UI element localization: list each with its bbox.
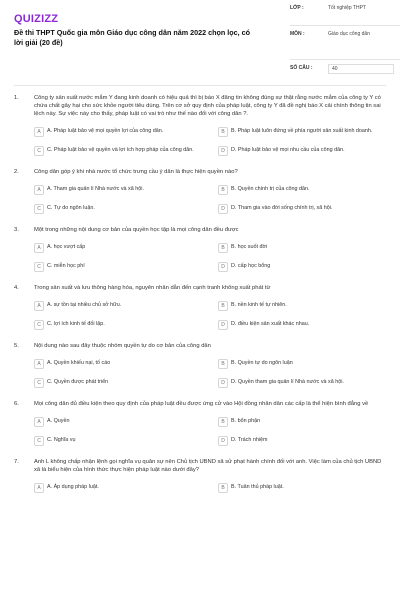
option-text: A. sự tồn tại nhiều chủ sở hữu. [47,302,122,308]
option-text: B. bổn phận [231,418,261,424]
option-letter-badge: D [218,262,228,272]
question-item [14,342,386,390]
meta-value: 40 [328,64,394,74]
question-text: Trong sản xuất và lưu thông hàng hóa, nguyên nhân dẫn đến cạnh tranh không xuất phát từ [34,285,271,291]
answer-options [34,124,388,158]
answer-options [34,298,388,332]
option-text: A. Áp dụng pháp luật. [47,484,99,490]
answer-option[interactable] [34,375,204,390]
answer-option[interactable] [34,240,204,255]
answer-options [34,414,388,448]
option-text: C. Tự do ngôn luận. [47,205,95,211]
option-text: B. Pháp luật luôn đứng về phía người sản xuất kinh doanh. [231,128,373,134]
quizizz-logo: QUIZIZZ [14,13,59,25]
worksheet-header [14,0,386,86]
option-letter-badge: B [218,127,228,137]
option-letter-badge: D [218,436,228,446]
question-text: Một trong những nội dung cơ bản của quyền học tập là mọi công dân đều được [34,227,239,233]
option-letter-badge: D [218,146,228,156]
question-number: 2. [14,169,19,175]
meta-label: MÔN : [290,31,305,37]
option-letter-badge: B [218,359,228,369]
option-text: C. Pháp luật bảo vệ quyền và lợi ích hợp pháp của công dân. [47,147,194,153]
option-text: B. học suốt đời [231,244,268,250]
answer-options [34,240,388,274]
answer-option[interactable] [218,240,388,255]
answer-option[interactable] [218,182,388,197]
question-text: Công dân góp ý khi nhà nước tổ chức trưng cầu ý dân là thực hiện quyền nào? [34,169,238,175]
option-text: D. Tham gia vào đời sống chính trị, xã hội. [231,205,333,211]
question-text: Anh L không chấp nhận lệnh gọi nghĩa vụ quân sự nên Chủ tịch UBND xã sử phạt hành chính đối với anh. Việc làm của chủ tịch UBND xã là biểu hiện của hình thức thực hiện pháp luật nào dưới đây? [34,459,382,473]
option-letter-badge: C [34,146,44,156]
option-text: B. Quyền tự do ngôn luận [231,360,293,366]
option-letter-badge: A [34,417,44,427]
meta-label: LỚP : [290,5,304,11]
option-letter-badge: D [218,204,228,214]
answer-option[interactable] [34,356,204,371]
answer-option[interactable] [34,298,204,313]
option-text: C. Quyền được phát triển [47,379,109,385]
option-text: D. Quyền tham gia quản lí Nhà nước và xã hội. [231,379,344,385]
option-text: D. Trách nhiệm [231,437,268,443]
option-letter-badge: C [34,204,44,214]
option-text: A. Pháp luật bảo vệ mọi quyền lợi của công dân. [47,128,164,134]
answer-option[interactable] [218,317,388,332]
answer-option[interactable] [218,356,388,371]
option-letter-badge: B [218,483,228,493]
answer-option[interactable] [34,414,204,429]
option-text: A. Tham gia quản lí Nhà nước và xã hội. [47,186,144,192]
question-number: 4. [14,285,19,291]
meta-value: Tốt nghiệp THPT [328,5,366,11]
question-item [14,458,386,495]
answer-options [34,356,388,390]
meta-row-count [290,60,400,86]
meta-value: Giáo dục công dân [328,31,370,37]
question-item [14,226,386,274]
option-letter-badge: D [218,378,228,388]
option-letter-badge: B [218,185,228,195]
answer-option[interactable] [218,414,388,429]
option-letter-badge: A [34,185,44,195]
question-number: 6. [14,401,19,407]
option-text: B. nền kinh tế tự nhiên. [231,302,287,308]
meta-row-subject [290,26,400,60]
meta-label: SỐ CÂU : [290,65,313,71]
answer-option[interactable] [218,201,388,216]
option-text: D. Pháp luật bảo vệ mọi nhu cầu của công dân. [231,147,345,153]
question-text: Mọi công dân đủ điều kiện theo quy định của pháp luật đều được ứng cử vào Hội đồng nhân dân các cấp là thể hiện bình đẳng về [34,401,369,407]
option-text: D. cấp học bổng [231,263,271,269]
page-title: Đề thi THPT Quốc gia môn Giáo dục công dân năm 2022 chọn lọc, có lời giải (20 đề) [14,28,251,47]
question-text: Nội dung nào sau đây thuộc nhóm quyền tự do cơ bản của công dân [34,343,211,349]
meta-panel [290,0,400,86]
question-item [14,168,386,216]
answer-option[interactable] [34,182,204,197]
option-letter-badge: C [34,262,44,272]
option-text: B. Tuân thủ pháp luật. [231,484,284,490]
option-letter-badge: D [218,320,228,330]
answer-option[interactable] [218,259,388,274]
answer-option[interactable] [34,259,204,274]
option-letter-badge: B [218,417,228,427]
answer-option[interactable] [34,201,204,216]
option-letter-badge: B [218,243,228,253]
option-text: D. điều kiện sản xuất khác nhau. [231,321,310,327]
answer-options [34,480,388,495]
option-letter-badge: A [34,359,44,369]
question-item [14,400,386,448]
answer-options [34,182,388,216]
option-letter-badge: B [218,301,228,311]
answer-option[interactable] [218,143,388,158]
question-item [14,94,386,158]
option-text: C. miễn học phí [47,263,85,269]
answer-option[interactable] [34,433,204,448]
option-letter-badge: A [34,127,44,137]
question-number: 1. [14,95,19,101]
question-number: 7. [14,459,19,465]
answer-option[interactable] [218,433,388,448]
option-text: B. Quyền chính trị của công dân. [231,186,310,192]
option-text: A. Quyền khiếu nại, tố cáo [47,360,111,366]
answer-option[interactable] [218,480,388,495]
option-letter-badge: A [34,243,44,253]
answer-option[interactable] [34,124,204,139]
option-letter-badge: C [34,320,44,330]
answer-option[interactable] [34,143,204,158]
option-text: C. lợi ích kinh tế đối lập. [47,321,105,327]
option-letter-badge: A [34,483,44,493]
question-number: 3. [14,227,19,233]
option-letter-badge: C [34,436,44,446]
question-text: Công ty sản xuất nước mắm Y đang kinh doanh có hiệu quả thì bị báo X đăng tin không đúng sự thật rằng nước mắm của công ty Y có chứa chất gây hại cho sức khỏe người tiêu dùng. Trên cơ sở quy định của pháp luật, công ty Y đã đề nghị báo X cải chính thông tin sai lệch này. Sự việc này cho thấy, pháp luật có vai trò như thế nào đối với công dân ?. [34,95,381,117]
option-letter-badge: A [34,301,44,311]
option-text: A. học vượt cấp [47,244,86,250]
answer-option[interactable] [34,317,204,332]
meta-row-class [290,0,400,26]
question-item [14,284,386,332]
answer-option[interactable] [218,375,388,390]
question-number: 5. [14,343,19,349]
answer-option[interactable] [218,124,388,139]
option-letter-badge: C [34,378,44,388]
option-text: C. Nghĩa vụ [47,437,76,443]
answer-option[interactable] [34,480,204,495]
answer-option[interactable] [218,298,388,313]
option-text: A. Quyền [47,418,70,424]
question-list [14,94,386,505]
